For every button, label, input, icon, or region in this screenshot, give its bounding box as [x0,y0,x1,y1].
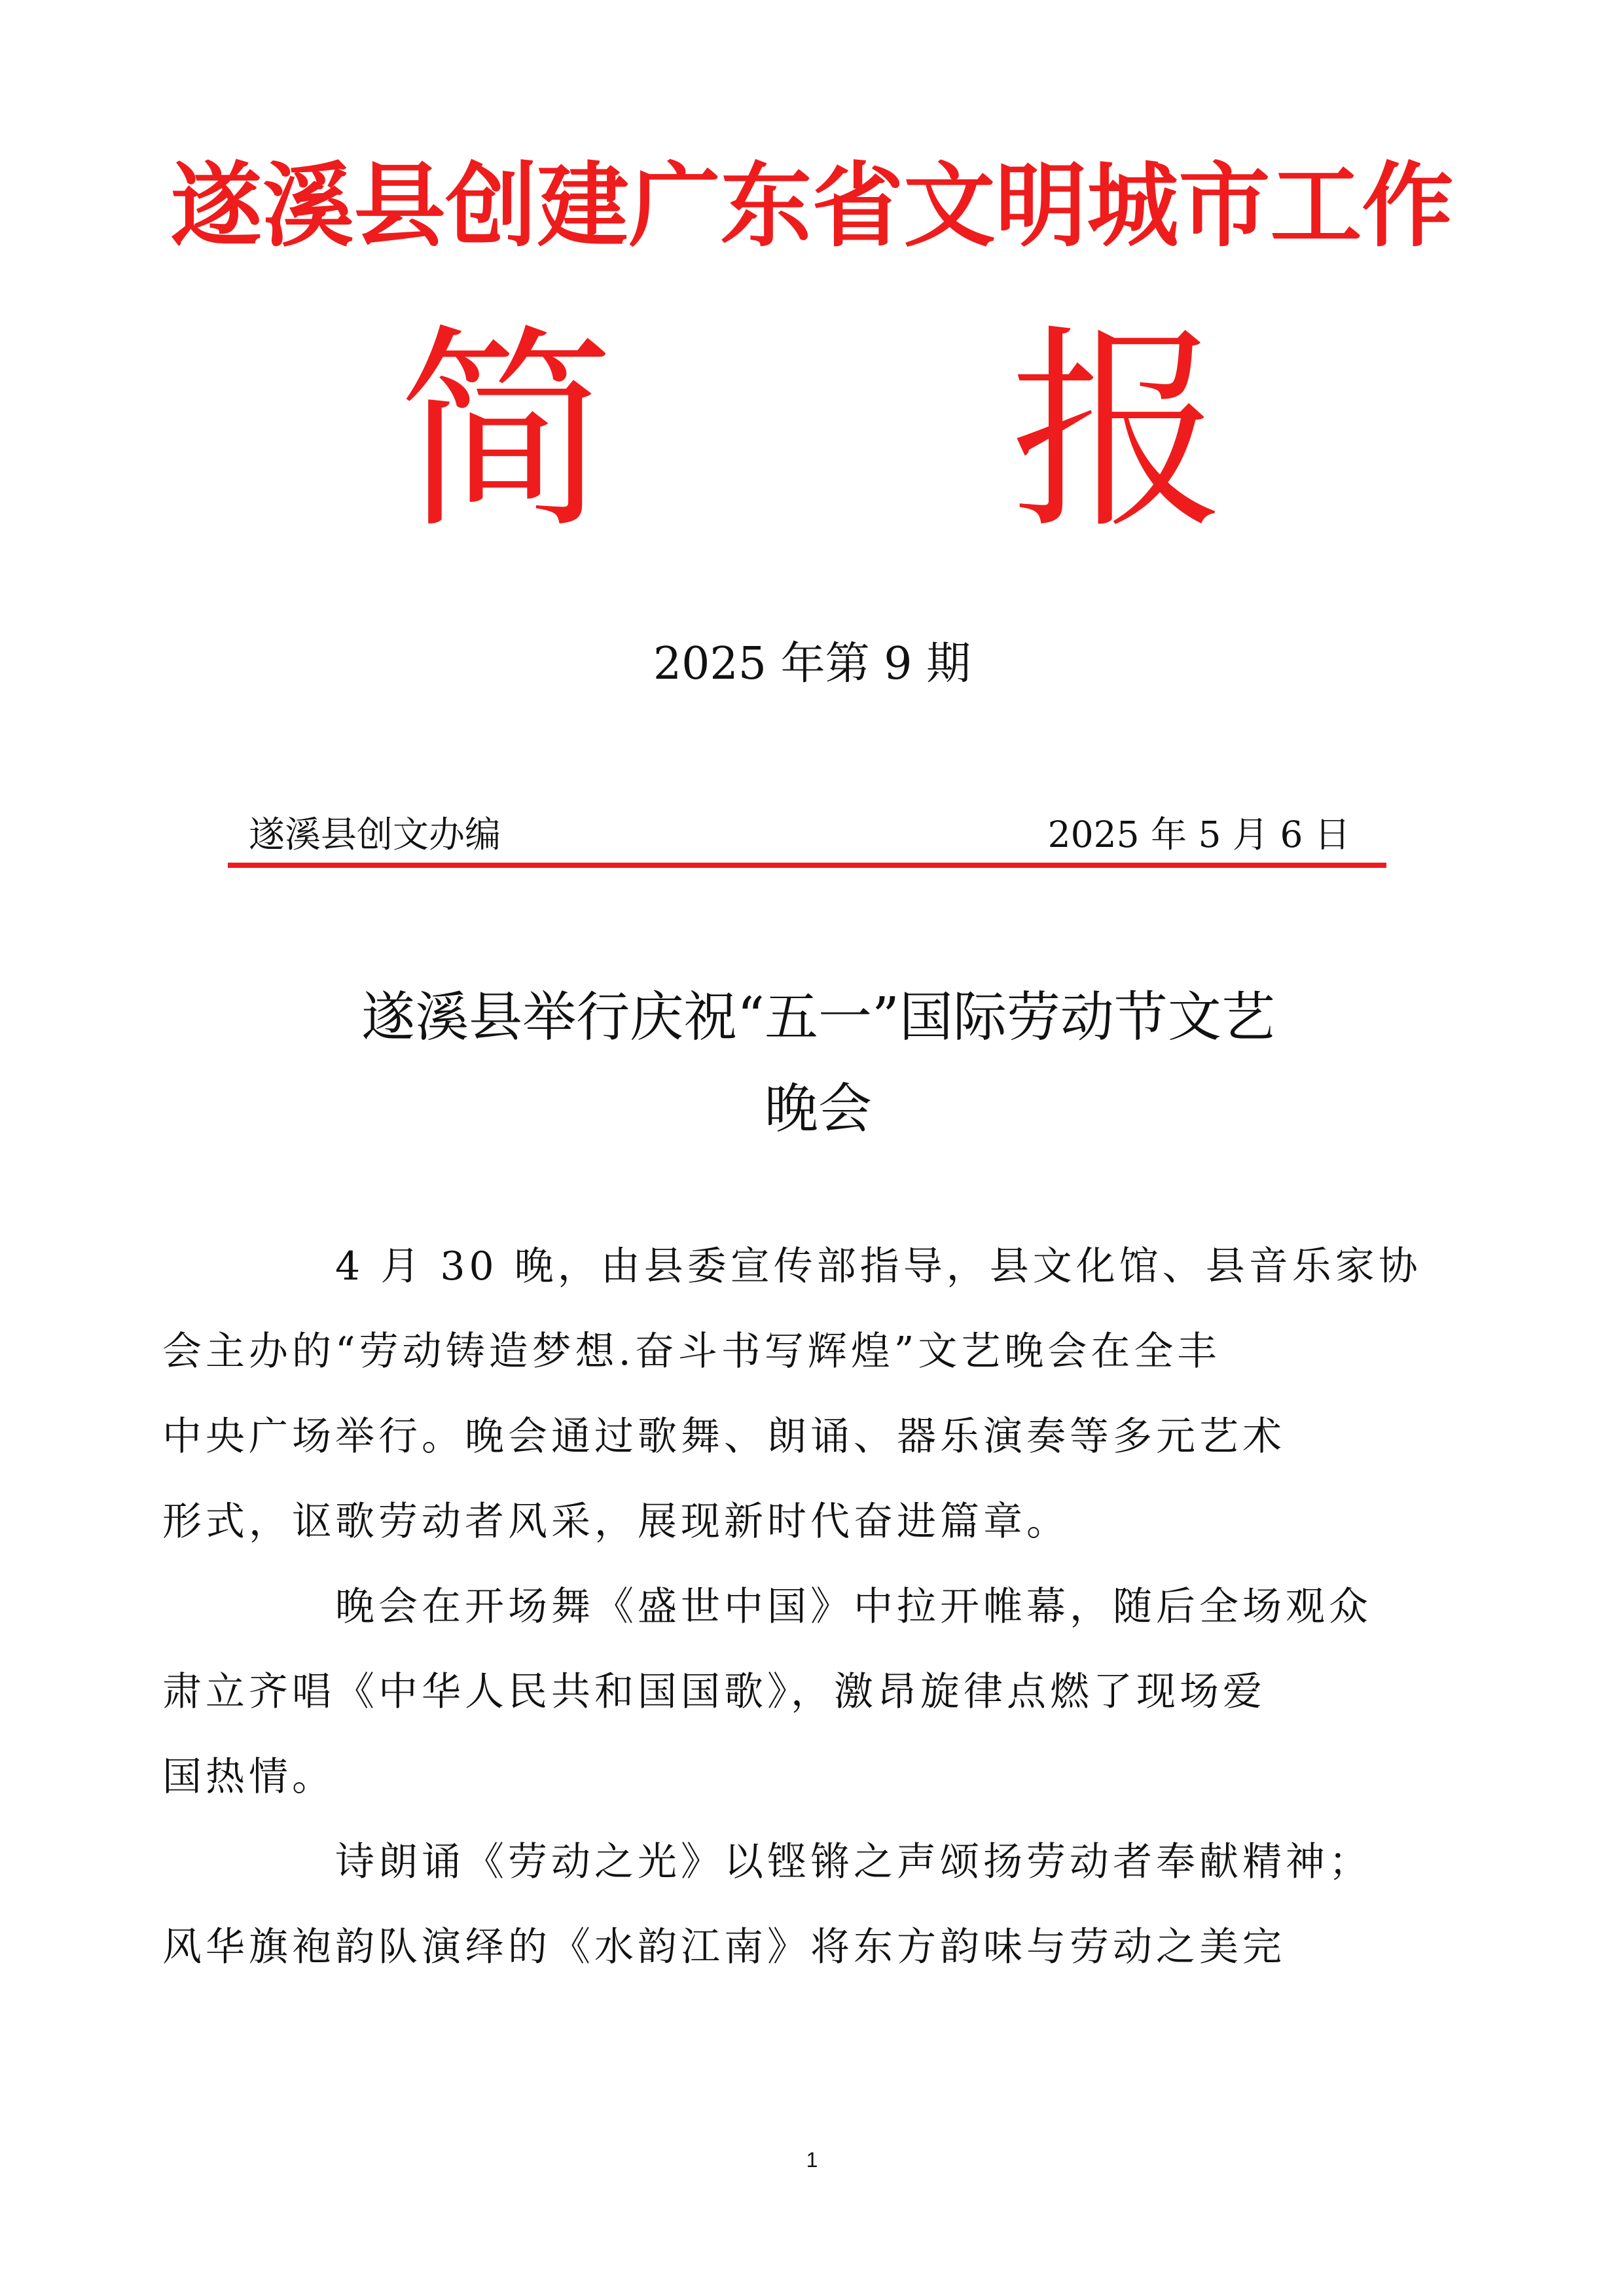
page-number: 1 [806,2148,818,2172]
paragraph-line: 国热情。 [162,1754,335,1800]
article-headline [249,972,1388,1155]
paragraph [162,1224,1422,1564]
paragraph [162,1564,1388,1820]
publication-date: 2025 年 5 月 6 日 [1047,814,1350,855]
article-body [162,1224,1422,1990]
paragraph [162,1820,1388,1990]
masthead-title: 遂溪县创建广东省文明城市工作 [170,152,1454,260]
headline-line: 遂溪县举行庆祝“五一”国际劳动节文艺 [361,986,1275,1049]
paragraph-line: 诗朗诵《劳动之光》以铿锵之声颂扬劳动者奉献精神； [335,1839,1372,1885]
headline-line: 晚会 [764,1078,872,1140]
red-divider-rule [228,863,1386,868]
paragraph-line: 形式，讴歌劳动者风采，展现新时代奋进篇章。 [162,1499,1070,1545]
masthead-name: 简 报 [398,306,1390,558]
paragraph-line: 肃立齐唱《中华人民共和国国歌》，激昂旋律点燃了现场爱 [162,1669,1266,1715]
paragraph-line: 会主办的“劳动铸造梦想.奋斗书写辉煌”文艺晚会在全丰 [162,1329,1221,1374]
issue-number: 2025 年第 9 期 [653,638,971,690]
paragraph-line: 中央广场举行。晚会通过歌舞、朗诵、器乐演奏等多元艺术 [162,1414,1286,1460]
paragraph-line: 4 月 30 晚，由县委宣传部指导，县文化馆、县音乐家协 [335,1244,1422,1289]
editor-credit: 遂溪县创文办编 [249,814,501,855]
paragraph-line: 晚会在开场舞《盛世中国》中拉开帷幕，随后全场观众 [335,1584,1372,1630]
paragraph-line: 风华旗袍韵队演绎的《水韵江南》将东方韵味与劳动之美完 [162,1924,1286,1970]
